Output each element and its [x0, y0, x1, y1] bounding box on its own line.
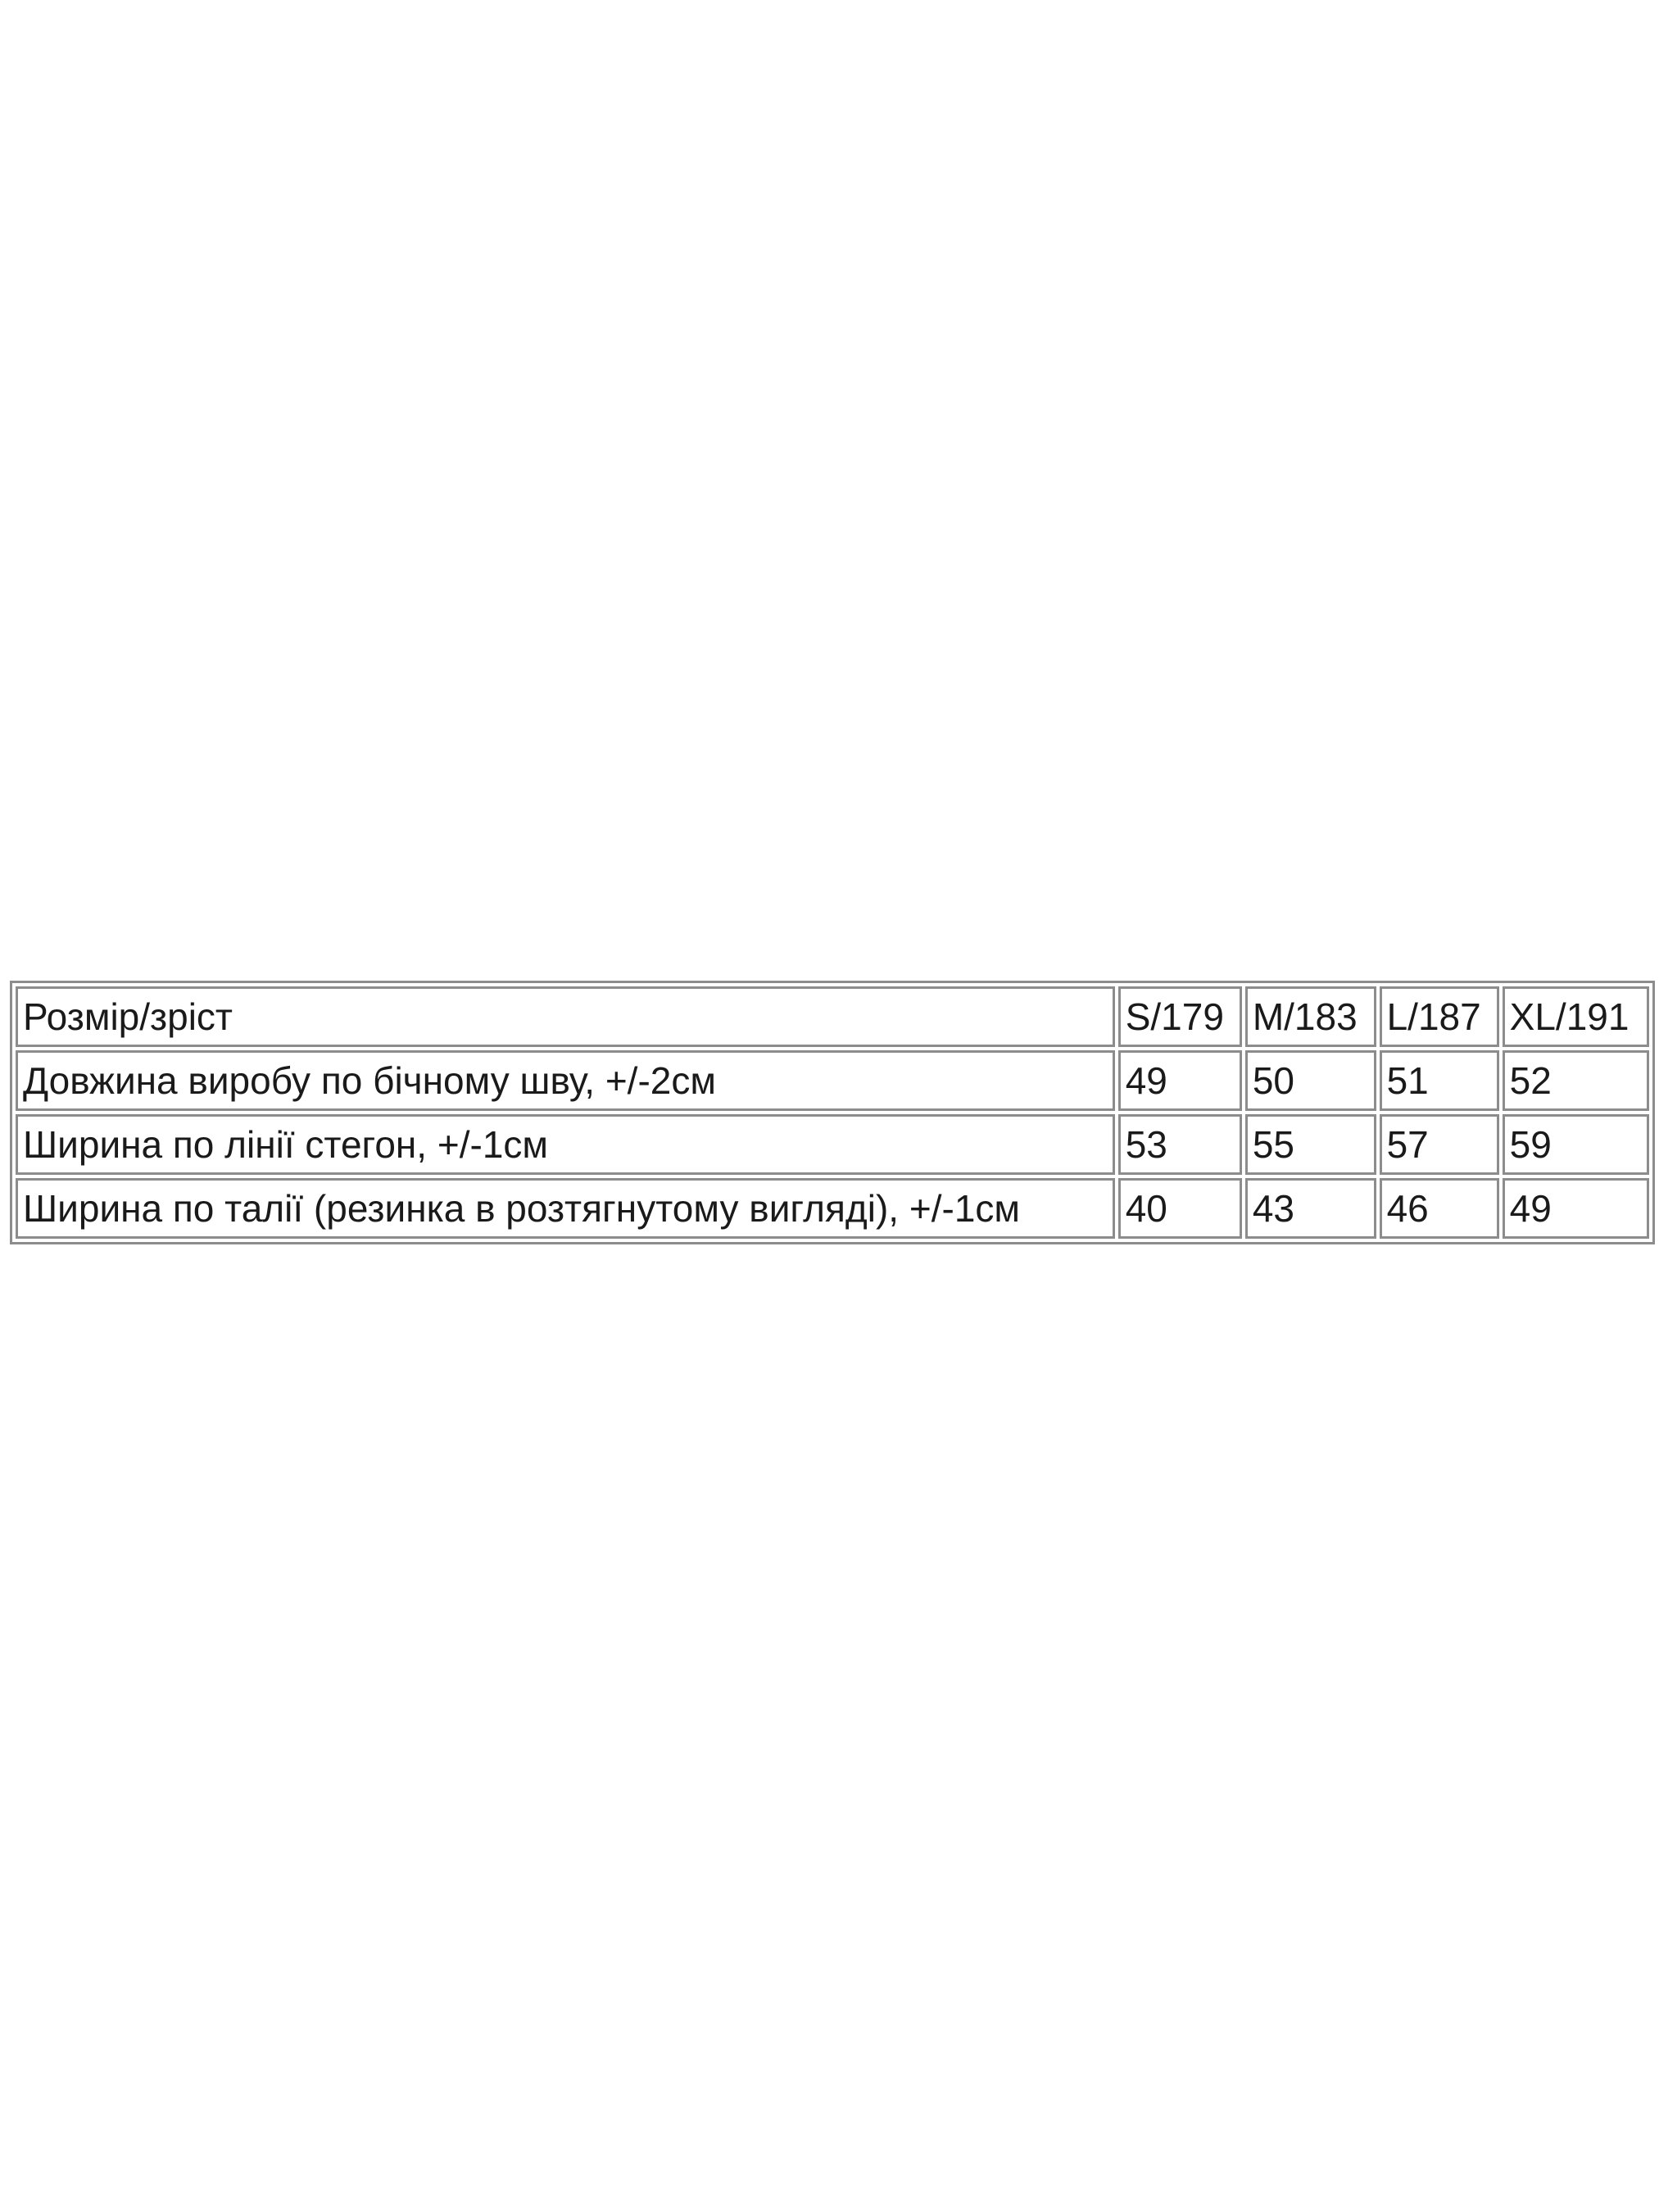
table-cell: 49 [1503, 1178, 1649, 1239]
table-cell: 49 [1118, 1050, 1242, 1111]
row-label-hip-width: Ширина по лінії стегон, +/-1см [16, 1114, 1115, 1175]
table-row [16, 1114, 1649, 1175]
table-cell: 51 [1380, 1050, 1499, 1111]
size-chart-table [10, 981, 1655, 1244]
table-row [16, 1178, 1649, 1239]
table-cell: 59 [1503, 1114, 1649, 1175]
header-cell-m: M/183 [1245, 986, 1376, 1047]
table-row [16, 1050, 1649, 1111]
table-cell: 57 [1380, 1114, 1499, 1175]
row-label-length: Довжина виробу по бічному шву, +/-2см [16, 1050, 1115, 1111]
table-cell: 40 [1118, 1178, 1242, 1239]
header-cell-l: L/187 [1380, 986, 1499, 1047]
table-cell: 55 [1245, 1114, 1376, 1175]
header-cell-size-height: Розмір/зріст [16, 986, 1115, 1047]
header-cell-s: S/179 [1118, 986, 1242, 1047]
table-cell: 53 [1118, 1114, 1242, 1175]
table-cell: 46 [1380, 1178, 1499, 1239]
header-cell-xl: XL/191 [1503, 986, 1649, 1047]
row-label-waist-width: Ширина по талії (резинка в розтягнутому вигляді), +/-1см [16, 1178, 1115, 1239]
table-cell: 43 [1245, 1178, 1376, 1239]
table-cell: 52 [1503, 1050, 1649, 1111]
table-header-row [16, 986, 1649, 1047]
table-cell: 50 [1245, 1050, 1376, 1111]
